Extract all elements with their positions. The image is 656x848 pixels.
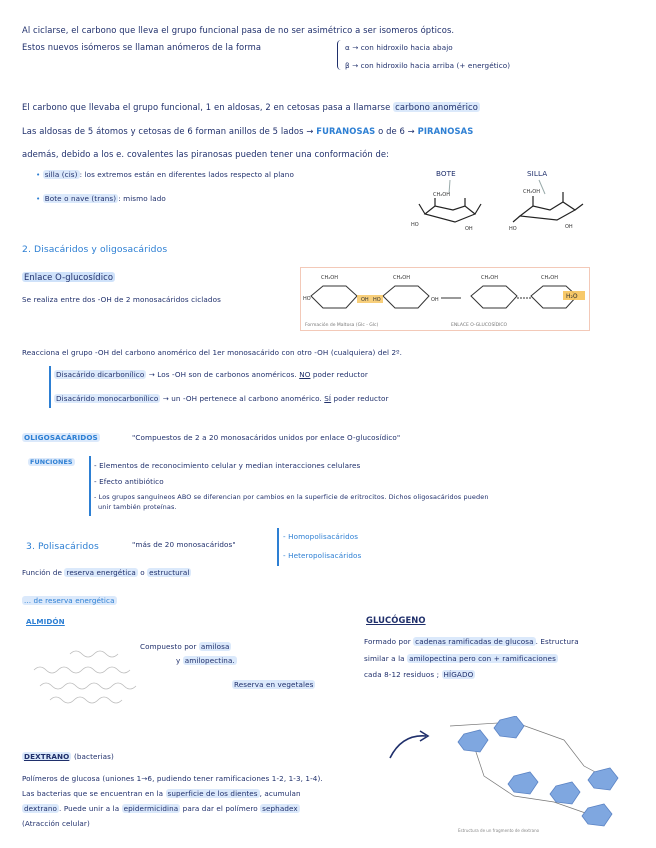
monocarbonilico-end: poder reductor xyxy=(333,394,389,403)
amilosa-hl: amilosa xyxy=(200,642,230,651)
dextrano-l3hl: dextrano xyxy=(24,804,58,813)
furanosas-label: FURANOSAS xyxy=(316,126,376,136)
reserva-subheading: ... de reserva energética xyxy=(24,596,115,605)
ring-line-1-text: El carbono que llevaba el grupo funcional, 1 en aldosas, 2 en cetosas pasa a llamarse xyxy=(22,102,391,112)
bullet-silla: • silla (cis) : los extremos están en diferentes lados respecto al plano xyxy=(36,170,294,179)
ring-line-2b: o de 6 → xyxy=(378,126,415,136)
bote-label: BOTE xyxy=(436,169,456,178)
dicarbonilico-hl: Disacárido dicarbonílico xyxy=(56,370,145,379)
dextrano-l3: . Puede unir a la xyxy=(59,804,120,813)
reserva-hl: reserva energética xyxy=(66,568,136,577)
ring-line-2-text: Las aldosas de 5 átomos y cetosas de 6 forman anillos de 5 lados → xyxy=(22,126,314,136)
disacaridos-heading: 2. Disacáridos y oligosacáridos xyxy=(22,244,168,255)
svg-text:CH₂OH: CH₂OH xyxy=(481,275,498,281)
glucogeno-line-1 xyxy=(364,637,579,646)
glucogeno-l2hl: amilopectina pero con + ramificaciones xyxy=(409,654,556,663)
oligosacaridos-quote: "Compuestos de 2 a 20 monosacáridos unidos por enlace O-glucosídico" xyxy=(132,433,401,442)
glucogeno-l1b: . Estructura xyxy=(535,637,579,646)
svg-text:CH₂OH: CH₂OH xyxy=(541,275,558,281)
dicarbonilico-text: → Los -OH son de carbonos anoméricos. xyxy=(148,370,297,379)
svg-text:OH: OH xyxy=(431,297,439,303)
svg-text:HO: HO xyxy=(411,222,419,228)
higado-hl: HÍGADO xyxy=(443,670,474,679)
svg-text:CH₂OH: CH₂OH xyxy=(433,192,450,198)
dextrano-l2b: , acumulan xyxy=(259,789,301,798)
dicarbonilico-end: poder reductor xyxy=(312,370,368,379)
dextrano-line-3 xyxy=(22,804,300,813)
dextrano-line-4: (Atracción celular) xyxy=(22,819,90,828)
funciones-label: FUNCIONES xyxy=(30,458,73,466)
brace xyxy=(337,40,344,70)
carbono-anomerico-hl: carbono anomérico xyxy=(395,102,478,112)
monocarbonilico-row xyxy=(54,394,389,403)
alpha-anomer: α → con hidroxilo hacia abajo xyxy=(345,43,453,52)
conformations-diagram xyxy=(405,176,615,238)
funcion-3: - Los grupos sanguíneos ABO se diferencian por cambios en la superficie de eritrocitos. Dichos oligosacáridos pueden xyxy=(94,493,489,501)
ring-line-2 xyxy=(22,126,473,136)
maltosa-reaction-box xyxy=(300,267,590,331)
enlace-caption: ENLACE O-GLUCOSÍDICO xyxy=(451,323,508,328)
maltosa-caption: Formación de Maltosa (Glc - Glc) xyxy=(305,323,379,328)
silla-hl: silla (cis) xyxy=(44,170,78,179)
almidon-structure-image xyxy=(30,640,150,710)
homopolisacaridos: - Homopolisacáridos xyxy=(283,532,359,541)
glucogeno-line-2 xyxy=(364,654,558,663)
monocarbonilico-hl: Disacárido monocarbonílico xyxy=(56,394,159,403)
glucogeno-l1a: Formado por xyxy=(364,637,411,646)
disac-types-bar xyxy=(49,366,51,408)
monocarbonilico-si: SÍ xyxy=(324,394,332,403)
h2o-label: H₂O xyxy=(566,293,578,300)
almidon-comp xyxy=(140,642,231,651)
funcion-b: o xyxy=(140,568,145,577)
ring-line-1 xyxy=(22,102,480,112)
svg-text:OH: OH xyxy=(361,297,369,303)
svg-text:HO: HO xyxy=(373,297,381,303)
dicarbonilico-no: NO xyxy=(299,370,311,379)
reacciona-text: Reacciona el grupo -OH del carbono anomérico del 1er monosacárido con otro -OH (cualquiera) del 2º. xyxy=(22,348,403,357)
dextrano-l3b: para dar el polímero xyxy=(182,804,258,813)
piranosas-label: PIRANOSAS xyxy=(417,126,474,136)
funcion-row xyxy=(22,568,191,577)
dextrano-title: DEXTRANO xyxy=(24,752,70,761)
bote-text: : mismo lado xyxy=(118,194,166,203)
estructural-hl: estructural xyxy=(149,568,190,577)
maltosa-reaction xyxy=(301,268,589,330)
oligosacaridos-title: OLIGOSACÁRIDOS xyxy=(24,433,98,442)
amilopectina-hl: amilopectina. xyxy=(184,656,235,665)
almidon-title: ALMIDÓN xyxy=(26,617,65,626)
almidon-y: y xyxy=(176,656,181,665)
almidon-comp-2 xyxy=(176,656,237,665)
funcion-1: - Elementos de reconocimiento celular y median interacciones celulares xyxy=(94,461,361,470)
polisacaridos-heading: 3. Polisacáridos xyxy=(26,541,99,552)
funciones-bar xyxy=(89,456,91,516)
funcion-a: Función de xyxy=(22,568,63,577)
almidon-comp-a: Compuesto por xyxy=(140,642,197,651)
intro-line-2: Estos nuevos isómeros se llaman anómeros de la forma xyxy=(22,42,262,52)
realiza-text: Se realiza entre dos -OH de 2 monosacáridos ciclados xyxy=(22,295,221,304)
polisacaridos-quote: "más de 20 monosacáridos" xyxy=(132,540,236,549)
intro-line-1: Al ciclarse, el carbono que lleva el grupo funcional pasa de no ser asimétrico a ser isomeros ópticos. xyxy=(22,25,455,35)
sephadex-hl: sephadex xyxy=(262,804,298,813)
arrow-icon xyxy=(384,724,436,764)
dextrano-caption: Estructura de un fragmento de dextrano xyxy=(458,828,540,833)
svg-text:OH: OH xyxy=(465,226,473,232)
heteropolisacaridos: - Heteropolisacáridos xyxy=(283,551,362,560)
dextrano-l2a: Las bacterias que se encuentran en la xyxy=(22,789,164,798)
bote-hl: Bote o nave (trans) xyxy=(44,194,117,203)
bullet-bote: • Bote o nave (trans) : mismo lado xyxy=(36,194,166,203)
dextrano-structure-image xyxy=(444,716,634,836)
glucogeno-line-3 xyxy=(364,670,475,679)
svg-text:CH₂OH: CH₂OH xyxy=(523,189,540,195)
almidon-reserva: Reserva en vegetales xyxy=(234,680,314,689)
polisac-bar xyxy=(277,528,279,566)
dextrano-title-row xyxy=(22,752,114,761)
svg-text:CH₂OH: CH₂OH xyxy=(321,275,338,281)
dextrano-l2hl: superficie de los dientes xyxy=(167,789,258,798)
funcion-2: - Efecto antibiótico xyxy=(94,477,164,486)
svg-text:OH: OH xyxy=(565,224,573,230)
dextrano-paren: (bacterias) xyxy=(73,752,114,761)
dicarbonilico-row xyxy=(54,370,368,379)
svg-text:CH₂OH: CH₂OH xyxy=(393,275,410,281)
svg-text:HO: HO xyxy=(509,226,517,232)
funcion-3b: unir también proteínas. xyxy=(98,503,177,511)
silla-label: SILLA xyxy=(527,169,548,178)
bote-ring xyxy=(419,198,481,222)
svg-text:HO: HO xyxy=(303,296,311,302)
glucogeno-l2a: similar a la xyxy=(364,654,405,663)
monocarbonilico-text: → un -OH pertenece al carbono anomérico. xyxy=(162,394,322,403)
glucogeno-l3a: cada 8-12 residuos ; xyxy=(364,670,440,679)
enlace-label: Enlace O-glucosídico xyxy=(24,272,114,282)
silla-ring xyxy=(513,192,583,222)
ring-line-3: además, debido a los e. covalentes las piranosas pueden tener una conformación de: xyxy=(22,149,390,159)
glucogeno-title: GLUCÓGENO xyxy=(366,615,426,625)
dextrano-line-1: Polímeros de glucosa (uniones 1→6, pudiendo tener ramificaciones 1-2, 1-3, 1-4). xyxy=(22,774,323,783)
glucogeno-l1hl: cadenas ramificadas de glucosa xyxy=(415,637,534,646)
dextrano-line-2 xyxy=(22,789,301,798)
epidermicidina-hl: epidermicidina xyxy=(123,804,179,813)
silla-text: : los extremos están en diferentes lados respecto al plano xyxy=(79,170,294,179)
beta-anomer: β → con hidroxilo hacia arriba (+ energético) xyxy=(345,61,511,70)
